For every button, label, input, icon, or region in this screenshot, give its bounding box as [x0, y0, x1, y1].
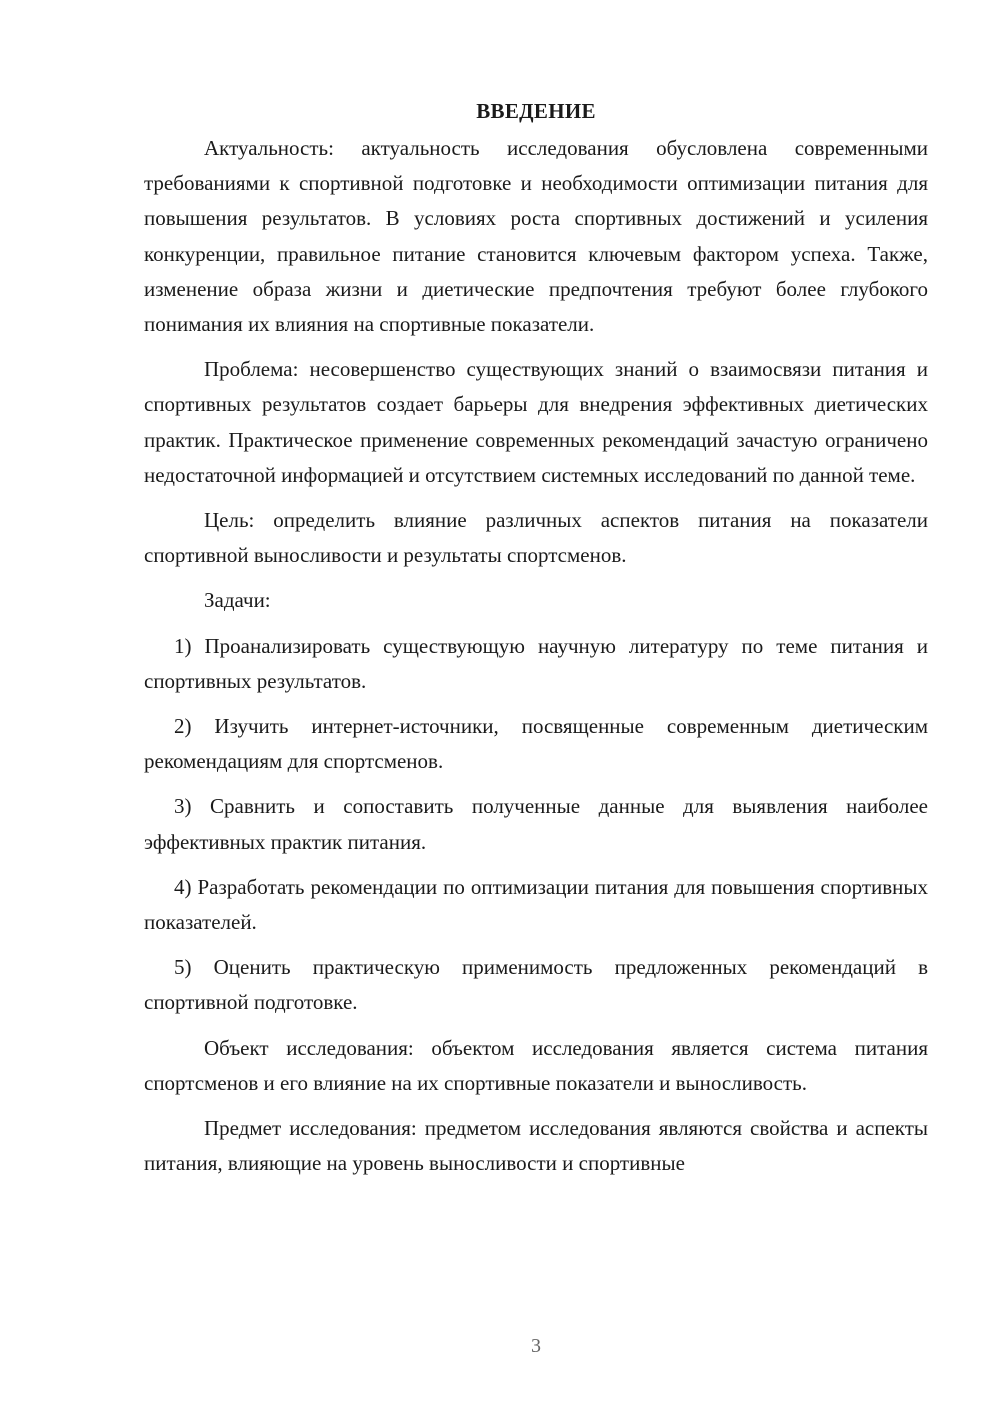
- goal-paragraph: Цель: определить влияние различных аспектов питания на показатели спортивной выносливости и результаты спортсменов.: [144, 508, 928, 568]
- relevance-paragraph: Актуальность: актуальность исследования обусловлена современными требованиями к спортивной подготовке и необходимости оптимизации питания для повышения результатов. В условиях роста спортивных достижений и усиления конкуренции, правильное питание становится ключевым фактором успеха. Также, изменение образа жизни и диетические предпочтения требуют более глубокого понимания их влияния на спортивные показатели.: [144, 136, 928, 337]
- task-item: 3) Сравнить и сопоставить полученные данные для выявления наиболее эффективных практик питания.: [144, 794, 928, 854]
- subject-paragraph: Предмет исследования: предметом исследования являются свойства и аспекты питания, влияющие на уровень выносливости и спортивные: [144, 1116, 928, 1176]
- task-item: 1) Проанализировать существующую научную литературу по теме питания и спортивных результатов.: [144, 633, 928, 693]
- problem-paragraph: Проблема: несовершенство существующих знаний о взаимосвязи питания и спортивных результатов создает барьеры для внедрения эффективных диетических практик. Практическое применение современных рекомендаций зачастую ограничено недостаточной информацией и отсутствием системных исследований по данной теме.: [144, 357, 928, 487]
- task-item: 5) Оценить практическую применимость предложенных рекомендаций в спортивной подготовке.: [144, 955, 928, 1015]
- page-number: 3: [531, 1335, 541, 1357]
- document-page: [144, 94, 928, 1191]
- page-title: ВВЕДЕНИЕ: [476, 99, 596, 123]
- object-paragraph: Объект исследования: объектом исследования является система питания спортсменов и его влияние на их спортивные показатели и выносливость.: [144, 1035, 928, 1095]
- tasks-heading: Задачи:: [204, 588, 271, 613]
- task-item: 2) Изучить интернет-источники, посвященные современным диетическим рекомендациям для спортсменов.: [144, 714, 928, 774]
- task-item: 4) Разработать рекомендации по оптимизации питания для повышения спортивных показателей.: [144, 874, 928, 935]
